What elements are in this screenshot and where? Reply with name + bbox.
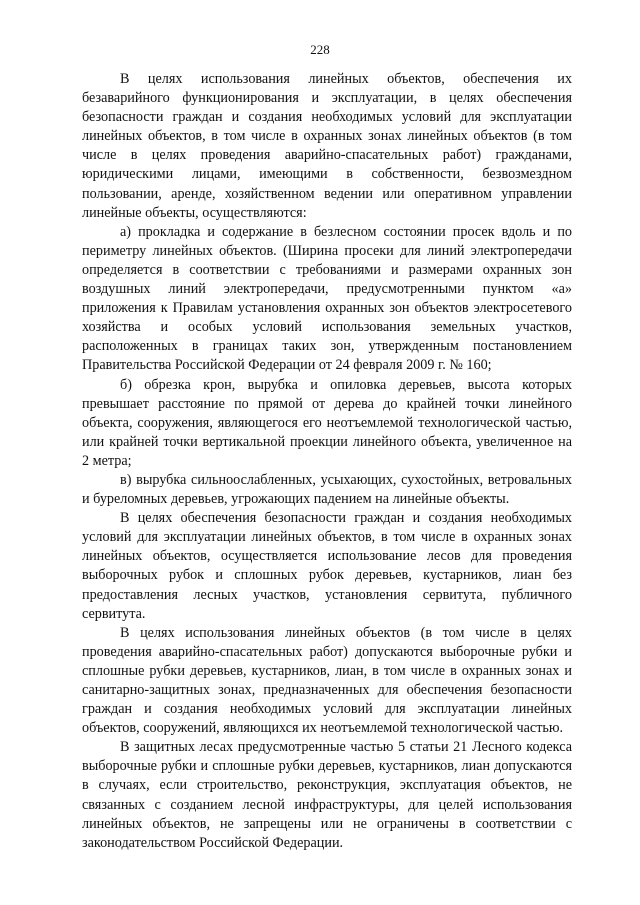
paragraph-item-a: а) прокладка и содержание в безлесном состоянии просек вдоль и по периметру линейных объектов. (Ширина просеки для линий электропередачи определяется в соответствии с требованиями и размерами охранных зон воздушных линий электропередачи, предусмотренными пунктом «а» приложения к Правилам установления охранных зон объектов электросетевого хозяйства и особых условий использования земельных участков, расположенных в границах таких зон, утвержденным постановлением Правительства Российской Федерации от 24 февраля 2009 г. № 160; [82, 223, 572, 374]
page-number: 228 [310, 42, 330, 57]
document-body [82, 70, 572, 853]
paragraph-felling: В целях использования линейных объектов (в том числе в целях проведения аварийно-спасательных работ) допускаются выборочные рубки и сплошные рубки деревьев, кустарников, лиан, в том числе в охранных зонах и санитарно-защитных зонах, предназначенных для обеспечения безопасности граждан и создания необходимых условий для эксплуатации линейных объектов, сооружений, являющихся их неотъемлемой технологической частью. [82, 624, 572, 737]
paragraph-protective-forests: В защитных лесах предусмотренные частью 5 статьи 21 Лесного кодекса выборочные рубки и сплошные рубки деревьев, кустарников, лиан допускаются в случаях, если строительство, реконструкция, эксплуатация объектов, не связанных с созданием лесной инфраструктуры, для целей использования линейных объектов, не запрещены или не ограничены в соответствии с законодательством Российской Федерации. [82, 739, 572, 851]
paragraph-intro: В целях использования линейных объектов, обеспечения их безаварийного функционирования и эксплуатации, в целях обеспечения безопасности граждан и создания необходимых условий для эксплуатации линейных объектов, в том числе в охранных зонах линейных объектов (в том числе в целях проведения аварийно-спасательных работ) гражданами, юридическими лицами, имеющими в собственности, безвозмездном пользовании, аренде, хозяйственном ведении или оперативном управлении линейные объекты, осуществляются: [82, 71, 572, 221]
paragraph-item-b: б) обрезка крон, вырубка и опиловка деревьев, высота которых превышает расстояние по прямой от дерева до крайней точки линейного объекта, сооружения, являющегося его неотъемлемой технологической частью, или крайней точки вертикальной проекции линейного объекта, увеличенное на 2 метра; [82, 376, 572, 469]
paragraph-safety: В целях обеспечения безопасности граждан и создания необходимых условий для эксплуатации линейных объектов, в том числе в охранных зонах линейных объектов, осуществляется использование лесов для проведения выборочных рубок и сплошных рубок деревьев, кустарников, лиан без предоставления лесных участков, установления сервитута, публичного сервитута. [82, 510, 572, 622]
paragraph-item-c: в) вырубка сильноослабленных, усыхающих, сухостойных, ветровальных и буреломных деревьев, угрожающих падением на линейные объекты. [82, 471, 572, 508]
